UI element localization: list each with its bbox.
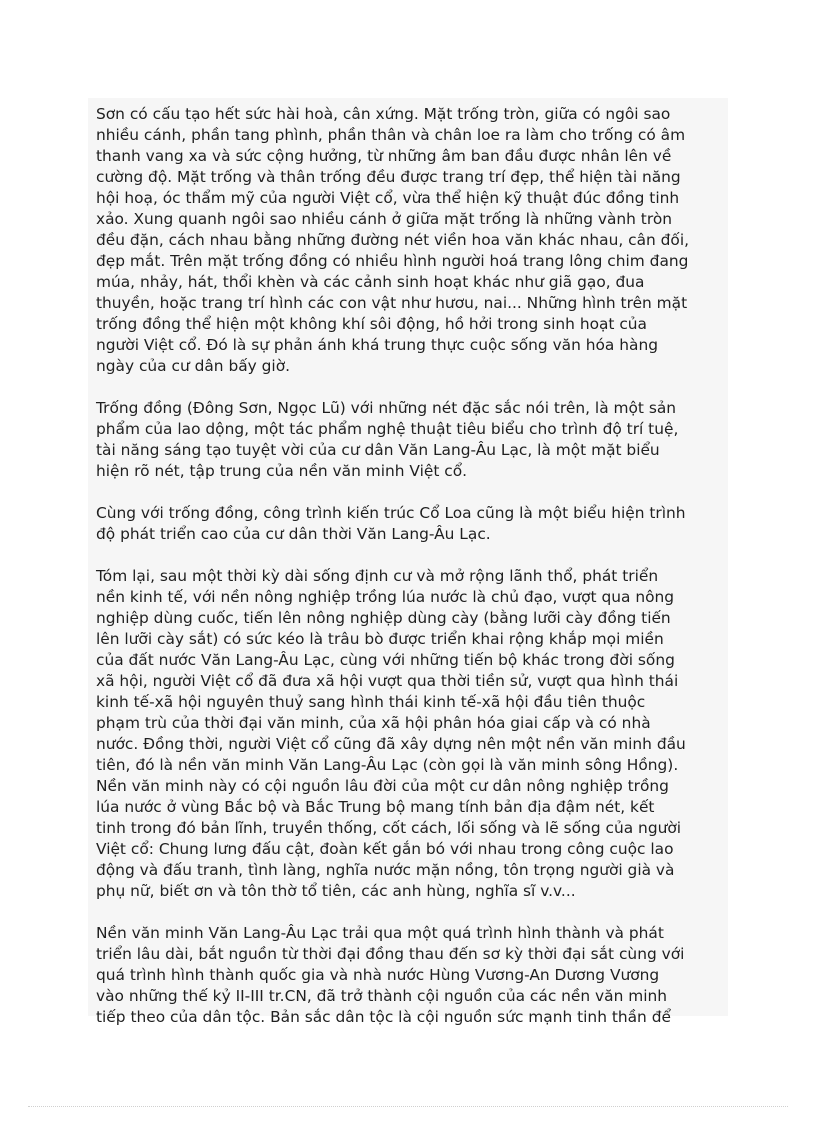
text-line: múa, nhảy, hát, thổi khèn và các cảnh sinh hoạt khác như giã gạo, đua <box>96 273 645 291</box>
paragraph <box>96 566 728 902</box>
paragraph <box>96 923 728 1028</box>
text-line: quá trình hình thành quốc gia và nhà nước Hùng Vương-An Dương Vương <box>96 966 660 984</box>
text-line: nhiều cánh, phần tang phình, phần thân và chân loe ra làm cho trống có âm <box>96 126 686 144</box>
text-line: phụ nữ, biết ơn và tôn thờ tổ tiên, các anh hùng, nghĩa sĩ v.v... <box>96 882 576 900</box>
document-text-block <box>88 98 728 1026</box>
text-line: đều đặn, cách nhau bằng những đường nét viền hoa văn khác nhau, cân đối, <box>96 231 690 249</box>
text-line: Cùng với trống đồng, công trình kiến trúc Cổ Loa cũng là một biểu hiện trình <box>96 504 686 522</box>
text-line: Việt cổ: Chung lưng đấu cật, đoàn kết gắn bó với nhau trong công cuộc lao <box>96 840 674 858</box>
text-line: độ phát triển cao của cư dân thời Văn Lang-Âu Lạc. <box>96 525 491 543</box>
text-line: thuyền, hoặc trang trí hình các con vật như hươu, nai... Những hình trên mặt <box>96 294 688 312</box>
page-bottom-divider <box>28 1106 788 1107</box>
text-line: tiếp theo của dân tộc. Bản sắc dân tộc là cội nguồn sức mạnh tinh thần để <box>96 1008 671 1026</box>
text-line: nền kinh tế, với nền nông nghiệp trồng lúa nước là chủ đạo, vượt qua nông <box>96 588 675 606</box>
text-line: Tóm lại, sau một thời kỳ dài sống định cư và mở rộng lãnh thổ, phát triển <box>96 567 659 585</box>
text-line: Nền văn minh Văn Lang-Âu Lạc trải qua một quá trình hình thành và phát <box>96 924 664 942</box>
text-line: hội hoạ, óc thẩm mỹ của người Việt cổ, vừa thể hiện kỹ thuật đúc đồng tinh <box>96 189 680 207</box>
paragraph <box>96 398 728 482</box>
paragraph <box>96 503 728 545</box>
text-line: tinh trong đó bản lĩnh, truyền thống, cốt cách, lối sống và lẽ sống của người <box>96 819 682 837</box>
text-line: cường độ. Mặt trống và thân trống đều được trang trí đẹp, thể hiện tài năng <box>96 168 681 186</box>
text-line: kinh tế-xã hội nguyên thuỷ sang hình thái kinh tế-xã hội đầu tiên thuộc <box>96 693 646 711</box>
text-line: ngày của cư dân bấy giờ. <box>96 357 291 375</box>
text-line: trống đồng thể hiện một không khí sôi động, hồ hởi trong sinh hoạt của <box>96 315 647 333</box>
text-line: nước. Đồng thời, người Việt cổ cũng đã xây dựng nên một nền văn minh đầu <box>96 735 686 753</box>
text-line: người Việt cổ. Đó là sự phản ánh khá trung thực cuộc sống văn hóa hàng <box>96 336 658 354</box>
text-line: nghiệp dùng cuốc, tiến lên nông nghiệp dùng cày (bằng lưỡi cày đồng tiến <box>96 609 671 627</box>
text-line: xảo. Xung quanh ngôi sao nhiều cánh ở giữa mặt trống là những vành tròn <box>96 210 672 228</box>
text-line: Trống đồng (Đông Sơn, Ngọc Lũ) với những nét đặc sắc nói trên, là một sản <box>96 399 677 417</box>
text-line: đẹp mắt. Trên mặt trống đồng có nhiều hình người hoá trang lông chim đang <box>96 252 689 270</box>
text-line: của đất nước Văn Lang-Âu Lạc, cùng với những tiến bộ khác trong đời sống <box>96 651 675 669</box>
text-line: vào những thế kỷ II-III tr.CN, đã trở thành cội nguồn của các nền văn minh <box>96 987 668 1005</box>
text-line: lúa nước ở vùng Bắc bộ và Bắc Trung bộ mang tính bản địa đậm nét, kết <box>96 798 655 816</box>
text-line: xã hội, người Việt cổ đã đưa xã hội vượt qua thời tiền sử, vượt qua hình thái <box>96 672 679 690</box>
text-line: Sơn có cấu tạo hết sức hài hoà, cân xứng. Mặt trống tròn, giữa có ngôi sao <box>96 105 671 123</box>
text-line: tiên, đó là nền văn minh Văn Lang-Âu Lạc (còn gọi là văn minh sông Hồng). <box>96 756 679 774</box>
text-line: phạm trù của thời đại văn minh, của xã hội phân hóa giai cấp và có nhà <box>96 714 651 732</box>
text-line: tài năng sáng tạo tuyệt vời của cư dân Văn Lang-Âu Lạc, là một mặt biểu <box>96 441 660 459</box>
paragraph <box>96 104 728 377</box>
text-line: Nền văn minh này có cội nguồn lâu đời của một cư dân nông nghiệp trồng <box>96 777 669 795</box>
text-line: hiện rõ nét, tập trung của nền văn minh Việt cổ. <box>96 462 468 480</box>
text-line: triển lâu dài, bắt nguồn từ thời đại đồng thau đến sơ kỳ thời đại sắt cùng với <box>96 945 685 963</box>
text-line: thanh vang xa và sức cộng hưởng, từ những âm ban đầu được nhân lên về <box>96 147 672 165</box>
text-line: phẩm của lao dộng, một tác phẩm nghệ thuật tiêu biểu cho trình độ trí tuệ, <box>96 420 679 438</box>
text-line: lên lưỡi cày sắt) có sức kéo là trâu bò được triển khai rộng khắp mọi miền <box>96 630 664 648</box>
text-line: động và đấu tranh, tình làng, nghĩa nước mặn nồng, tôn trọng người già và <box>96 861 675 879</box>
